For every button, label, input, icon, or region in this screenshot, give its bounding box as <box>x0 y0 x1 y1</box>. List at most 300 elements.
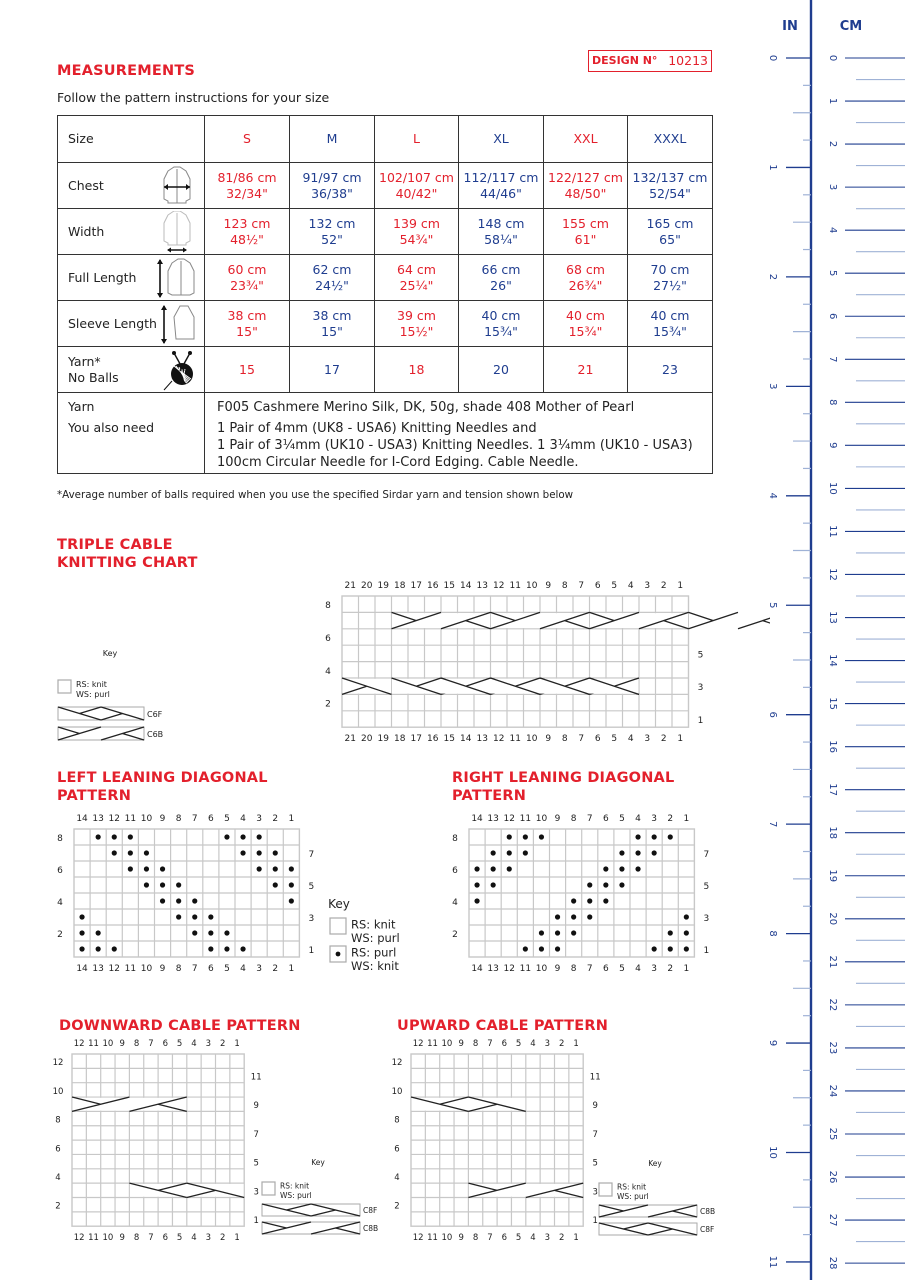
size-header-xl: XL <box>459 116 544 163</box>
cm-label: 15 <box>827 697 838 710</box>
col-label-bottom: 6 <box>207 964 214 974</box>
purl-dot <box>555 930 560 935</box>
col-label-bottom: 11 <box>124 964 137 974</box>
cable-key-symbol <box>262 1222 360 1234</box>
col-label-bottom: 7 <box>191 964 198 974</box>
col-label-top: 6 <box>602 814 609 824</box>
also-need-label: You also need <box>68 420 155 435</box>
col-label-bottom: 5 <box>515 1233 522 1244</box>
purl-dot <box>192 930 197 935</box>
inch-label: 4 <box>767 492 778 499</box>
purl-dot <box>668 930 673 935</box>
col-label-top: 5 <box>224 814 230 824</box>
purl-dot <box>652 946 657 951</box>
col-label-bottom: 3 <box>544 1233 551 1244</box>
row-label-right: 3 <box>253 1187 259 1198</box>
cm-value: 38 cm <box>312 307 352 323</box>
row-label-left: 6 <box>394 1144 400 1155</box>
col-label-top: 4 <box>635 814 641 824</box>
measurements-title: MEASUREMENTS <box>57 63 196 79</box>
col-label-bottom: 10 <box>535 964 548 974</box>
purl-dot <box>176 882 181 887</box>
inch-value: 32/34" <box>226 185 268 201</box>
cable-key-label: C8F <box>700 1225 715 1234</box>
cable-mask <box>491 613 589 628</box>
col-label-top: 12 <box>503 814 515 824</box>
key-line1: RS: knit <box>280 1181 310 1191</box>
col-label-bottom: 8 <box>175 964 182 974</box>
left-diagonal-title-line2: PATTERN <box>57 788 132 804</box>
row-label-right: 5 <box>703 882 710 892</box>
purl-dot <box>684 946 689 951</box>
cm-value: 165 cm <box>646 215 694 231</box>
purl-dot <box>96 930 101 935</box>
purl-dot <box>491 866 496 871</box>
col-label-top: 7 <box>586 814 593 824</box>
row-label-right: 3 <box>697 683 704 694</box>
col-label-bottom: 2 <box>558 1233 565 1244</box>
inch-value: 36/38" <box>311 185 353 201</box>
col-label-top: 15 <box>443 581 455 591</box>
inch-label: 3 <box>767 383 778 390</box>
key-title: Key <box>328 897 350 911</box>
col-label-bottom: 18 <box>394 734 406 745</box>
inch-value: 24½" <box>315 277 349 293</box>
col-label-top: 9 <box>458 1039 464 1049</box>
cm-value: 155 cm <box>562 215 609 231</box>
col-label-bottom: 8 <box>570 964 577 974</box>
cm-label: 21 <box>827 955 838 969</box>
col-label-top: 16 <box>427 581 439 591</box>
knit-key-box <box>330 918 346 934</box>
cable-mask <box>263 1205 360 1215</box>
col-label-bottom: 3 <box>256 964 263 974</box>
col-label-bottom: 13 <box>92 964 104 974</box>
inch-value: 15½" <box>399 323 434 339</box>
cm-label: 11 <box>827 525 838 538</box>
col-label-bottom: 14 <box>460 734 472 745</box>
inch-label: 7 <box>767 820 778 828</box>
design-label: DESIGN N° <box>592 54 658 67</box>
purl-dot <box>474 866 479 871</box>
inch-label: 11 <box>767 1255 778 1269</box>
triple-cable-title-line1: TRIPLE CABLE <box>57 537 173 553</box>
purl-dot <box>128 850 133 855</box>
col-label-bottom: 1 <box>677 734 684 745</box>
col-label-top: 7 <box>487 1039 493 1049</box>
size-header-m: M <box>290 116 375 163</box>
right-diagonal-title-line1: RIGHT LEANING DIAGONAL <box>452 770 675 786</box>
cm-label: 0 <box>827 54 838 62</box>
triple-cable-title-line2: KNITTING CHART <box>57 555 198 571</box>
key-line2: WS: purl <box>617 1192 649 1201</box>
col-label-bottom: 2 <box>272 964 279 974</box>
col-label-top: 9 <box>119 1039 125 1049</box>
cm-label: 3 <box>827 183 838 191</box>
col-label-top: 8 <box>570 814 577 824</box>
cm-value: 60 cm <box>227 261 267 277</box>
col-label-bottom: 1 <box>683 964 690 974</box>
cable-mask <box>590 613 688 628</box>
cm-value: 64 cm <box>397 261 436 277</box>
size-label-cell: Size <box>58 116 205 163</box>
col-label-top: 7 <box>148 1039 154 1049</box>
inch-value: 54¾" <box>399 231 434 247</box>
col-label-bottom: 6 <box>594 734 601 745</box>
cm-value: 66 cm <box>481 261 521 277</box>
intro-text: Follow the pattern instructions for your size <box>57 90 330 105</box>
left-diagonal-title-line1: LEFT LEANING DIAGONAL <box>57 770 268 786</box>
col-label-bottom: 14 <box>471 964 483 974</box>
purl-dot <box>491 882 496 887</box>
balls-value: 21 <box>544 347 628 393</box>
inch-label: 9 <box>767 1039 778 1047</box>
ruler-cm-label: CM <box>839 19 863 34</box>
row-label-left: 8 <box>55 1115 61 1126</box>
purl-dot <box>224 834 229 839</box>
col-label-top: 4 <box>240 814 246 824</box>
col-label-bottom: 8 <box>133 1233 140 1244</box>
col-label-top: 2 <box>667 814 674 824</box>
purl-dot <box>128 834 133 839</box>
cable-key-label: C6B <box>147 730 164 739</box>
right-diagonal-title-line2: PATTERN <box>452 788 527 804</box>
col-label-bottom: 6 <box>602 964 609 974</box>
col-label-top: 6 <box>207 814 214 824</box>
purl-dot <box>79 946 84 951</box>
col-label-bottom: 12 <box>412 1233 424 1244</box>
col-label-bottom: 11 <box>427 1233 438 1244</box>
col-label-top: 4 <box>530 1039 536 1049</box>
col-label-top: 13 <box>92 814 104 824</box>
col-label-top: 12 <box>73 1039 85 1049</box>
col-label-top: 14 <box>471 814 483 824</box>
row-label-left: 4 <box>394 1172 400 1183</box>
row-label-left: 8 <box>452 834 458 844</box>
purl-dot <box>240 850 245 855</box>
cm-value: 132 cm <box>308 215 356 231</box>
yarn-info-line: 100cm Circular Needle for I-Cord Edging. Cable Needle. <box>217 455 579 470</box>
inch-value: 48½" <box>230 231 264 247</box>
col-label-bottom: 20 <box>361 734 373 745</box>
col-label-top: 2 <box>272 814 279 824</box>
knit-key-box <box>58 680 71 693</box>
row-label-left: 2 <box>394 1201 400 1212</box>
purl-dot <box>289 898 294 903</box>
col-label-bottom: 9 <box>458 1233 464 1244</box>
purl-dot <box>144 882 149 887</box>
key-line1: RS: knit <box>617 1182 647 1192</box>
col-label-top: 9 <box>159 814 166 824</box>
purl-dot <box>603 866 608 871</box>
purl-dot <box>144 850 149 855</box>
design-number: 10213 <box>668 53 708 68</box>
col-label-top: 11 <box>509 581 521 591</box>
col-label-top: 2 <box>219 1039 226 1049</box>
col-label-top: 5 <box>515 1039 522 1049</box>
purl-dot <box>257 866 262 871</box>
purl-dot <box>224 930 229 935</box>
cm-label: 1 <box>827 97 838 105</box>
col-label-bottom: 7 <box>586 964 593 974</box>
row-label-left: 12 <box>391 1058 403 1069</box>
col-label-top: 1 <box>683 814 690 824</box>
inch-value: 26" <box>490 277 512 293</box>
col-label-bottom: 10 <box>526 734 538 745</box>
key-line1: RS: knit <box>76 680 107 689</box>
purl-dot <box>507 850 512 855</box>
purl-dot <box>571 898 576 903</box>
row-label-left: 8 <box>325 601 331 612</box>
size-header-xxxl: XXXL <box>628 116 713 163</box>
purl-dot <box>571 914 576 919</box>
cm-label: 28 <box>827 1256 838 1270</box>
col-label-top: 2 <box>660 581 667 591</box>
row-label-left: 6 <box>57 866 63 876</box>
ruler-in-label: IN <box>782 19 798 34</box>
col-label-bottom: 8 <box>472 1233 479 1244</box>
inch-value: 52/54" <box>649 185 691 201</box>
col-label-bottom: 6 <box>501 1233 507 1244</box>
col-label-top: 11 <box>124 814 137 824</box>
cm-label: 14 <box>827 654 838 667</box>
purl-dot <box>539 930 544 935</box>
cm-value: 38 cm <box>227 307 267 323</box>
col-label-top: 5 <box>619 814 625 824</box>
col-label-top: 6 <box>501 1039 507 1049</box>
col-label-bottom: 17 <box>410 734 422 745</box>
purl-dot <box>587 898 592 903</box>
purl-dot <box>96 834 101 839</box>
col-label-top: 12 <box>412 1039 424 1049</box>
inch-label: 6 <box>767 711 778 718</box>
col-label-bottom: 10 <box>441 1233 453 1244</box>
cable-key-symbol <box>599 1205 697 1217</box>
cable-key-label: C6F <box>147 710 163 719</box>
inch-label: 2 <box>767 273 778 281</box>
purl-dot <box>144 866 149 871</box>
cable-key-symbol <box>58 727 144 740</box>
col-label-bottom: 4 <box>635 964 641 974</box>
col-label-top: 21 <box>344 581 356 591</box>
col-label-top: 13 <box>487 814 499 824</box>
balls-label-line1: Yarn* <box>68 353 101 369</box>
cable-mask <box>59 728 144 739</box>
balls-label-line2: No Balls <box>68 369 119 385</box>
cable-mask <box>392 613 490 628</box>
cable-key-symbol <box>599 1223 697 1235</box>
purl-dot <box>96 946 101 951</box>
purl-dot <box>539 946 544 951</box>
purl-dot <box>160 866 165 871</box>
inch-label: 5 <box>767 602 778 609</box>
row-label: Sleeve Length <box>68 315 157 331</box>
col-label-bottom: 5 <box>176 1233 183 1244</box>
inch-label: 8 <box>767 930 778 937</box>
col-label-bottom: 6 <box>162 1233 168 1244</box>
col-label-bottom: 4 <box>530 1233 536 1244</box>
col-label-top: 4 <box>191 1039 197 1049</box>
upward-cable-key <box>599 1159 715 1235</box>
purl-dot <box>539 834 544 839</box>
purl-dot <box>112 850 117 855</box>
cable-mask <box>130 1184 244 1197</box>
size-header-xxl: XXL <box>544 116 628 163</box>
cm-label: 27 <box>827 1213 838 1227</box>
col-label-bottom: 9 <box>119 1233 125 1244</box>
cable-mask <box>73 1098 187 1111</box>
purl-dot <box>208 914 213 919</box>
col-label-bottom: 11 <box>519 964 532 974</box>
cm-value: 81/86 cm <box>217 169 277 185</box>
purl-dot <box>619 866 624 871</box>
cm-label: 18 <box>827 826 838 840</box>
inch-value: 26¾" <box>568 277 603 293</box>
balls-value: 23 <box>628 347 713 393</box>
cable-row-3 <box>468 1183 583 1197</box>
cable-row-9 <box>411 1097 526 1111</box>
purl-dot <box>603 898 608 903</box>
col-label-top: 3 <box>256 814 263 824</box>
inch-value: 15¾" <box>653 323 687 339</box>
inch-value: 40/42" <box>395 185 438 201</box>
inch-value: 61" <box>574 231 597 247</box>
purl-dot <box>112 834 117 839</box>
purl-dot <box>668 946 673 951</box>
inch-value: 58¼" <box>484 231 518 247</box>
cm-label: 16 <box>827 740 838 754</box>
cm-value: 70 cm <box>650 261 690 277</box>
col-label-top: 14 <box>460 581 472 591</box>
knit-key-box <box>262 1182 275 1195</box>
inch-value: 27½" <box>653 277 687 293</box>
inch-value: 15¾" <box>568 323 603 339</box>
row-label-left: 4 <box>55 1172 61 1183</box>
purl-dot <box>192 914 197 919</box>
col-label-top: 3 <box>544 1039 551 1049</box>
row-label-left: 4 <box>452 898 458 908</box>
col-label-bottom: 9 <box>554 964 561 974</box>
inch-label: 1 <box>767 164 778 171</box>
purl-dot <box>208 946 213 951</box>
col-label-top: 1 <box>573 1039 579 1049</box>
purl-dot <box>507 834 512 839</box>
col-label-top: 8 <box>175 814 182 824</box>
purl-dot <box>619 882 624 887</box>
inch-value: 65" <box>659 231 681 247</box>
row-label-right: 9 <box>253 1101 259 1112</box>
row-label-right: 5 <box>253 1158 259 1169</box>
yarn-info-line: 1 Pair of 3¼mm (UK10 - USA3) Knitting Needles. 1 3¼mm (UK10 - USA3) <box>217 438 693 453</box>
purl-dot <box>128 866 133 871</box>
right-diagonal-chart <box>452 814 709 974</box>
cable-row-7 <box>590 612 689 628</box>
purl-dot <box>474 882 479 887</box>
col-label-top: 7 <box>578 581 585 591</box>
cable-mask <box>263 1223 360 1233</box>
row-label-right: 11 <box>250 1072 262 1083</box>
row-label-left: 2 <box>57 930 63 940</box>
purl-dot <box>635 834 640 839</box>
row-label-right: 1 <box>308 946 315 956</box>
row-label-right: 5 <box>308 882 315 892</box>
col-label-top: 9 <box>545 581 552 591</box>
col-label-top: 4 <box>627 581 634 591</box>
purl-dot <box>587 882 592 887</box>
cable-mask <box>59 708 144 719</box>
row-label-right: 1 <box>592 1216 598 1227</box>
purl-dot <box>587 914 592 919</box>
cable-row-7 <box>491 612 590 628</box>
key-title: Key <box>648 1159 662 1168</box>
col-label-bottom: 5 <box>611 734 618 745</box>
row-label-left: 6 <box>452 866 458 876</box>
cm-label: 4 <box>827 226 838 234</box>
cable-row-9 <box>72 1097 187 1111</box>
cm-label: 26 <box>827 1170 838 1184</box>
col-label-top: 5 <box>611 581 618 591</box>
inch-value: 44/46" <box>480 185 522 201</box>
cable-row-3 <box>590 678 640 694</box>
cable-row-7 <box>392 612 491 628</box>
purl-dot <box>507 866 512 871</box>
purl-dot <box>257 850 262 855</box>
cable-row-3 <box>129 1183 244 1197</box>
triple-cable-chart <box>325 581 770 744</box>
row-label: Width <box>68 223 105 239</box>
diagonal-key <box>328 897 400 973</box>
purl-dot <box>160 882 165 887</box>
cm-value: 123 cm <box>223 215 271 231</box>
cm-label: 5 <box>827 270 838 277</box>
row-label-left: 10 <box>52 1086 64 1097</box>
col-label-top: 10 <box>441 1039 453 1049</box>
key-line2: WS: knit <box>351 959 399 973</box>
col-label-top: 6 <box>594 581 601 591</box>
col-label-top: 10 <box>526 581 538 591</box>
col-label-top: 18 <box>394 581 406 591</box>
cable-row-7 <box>689 612 771 628</box>
footnote: *Average number of balls required when you use the specified Sirdar yarn and tension shown below <box>57 489 574 501</box>
purl-dot <box>273 850 278 855</box>
row-label-right: 5 <box>697 650 704 661</box>
triple-cable-key <box>58 649 163 740</box>
col-label-bottom: 1 <box>573 1233 579 1244</box>
row-label-left: 6 <box>55 1144 61 1155</box>
cm-label: 12 <box>827 568 838 581</box>
purl-dot <box>160 898 165 903</box>
purl-key-dot <box>336 952 341 957</box>
col-label-top: 1 <box>288 814 295 824</box>
col-label-top: 11 <box>519 814 532 824</box>
purl-dot <box>240 946 245 951</box>
col-label-bottom: 4 <box>191 1233 197 1244</box>
col-label-top: 12 <box>108 814 120 824</box>
purl-dot <box>289 866 294 871</box>
cm-value: 122/127 cm <box>548 169 623 185</box>
col-label-bottom: 2 <box>219 1233 226 1244</box>
upward-cable-chart <box>392 1039 601 1243</box>
purl-dot <box>240 834 245 839</box>
cm-label: 2 <box>827 140 838 148</box>
col-label-bottom: 5 <box>619 964 625 974</box>
balls-value: 18 <box>375 347 459 393</box>
inch-label: 10 <box>767 1146 778 1159</box>
purl-dot <box>474 898 479 903</box>
cable-key-symbol <box>58 707 144 720</box>
col-label-bottom: 12 <box>493 734 505 745</box>
cm-value: 40 cm <box>481 307 521 323</box>
